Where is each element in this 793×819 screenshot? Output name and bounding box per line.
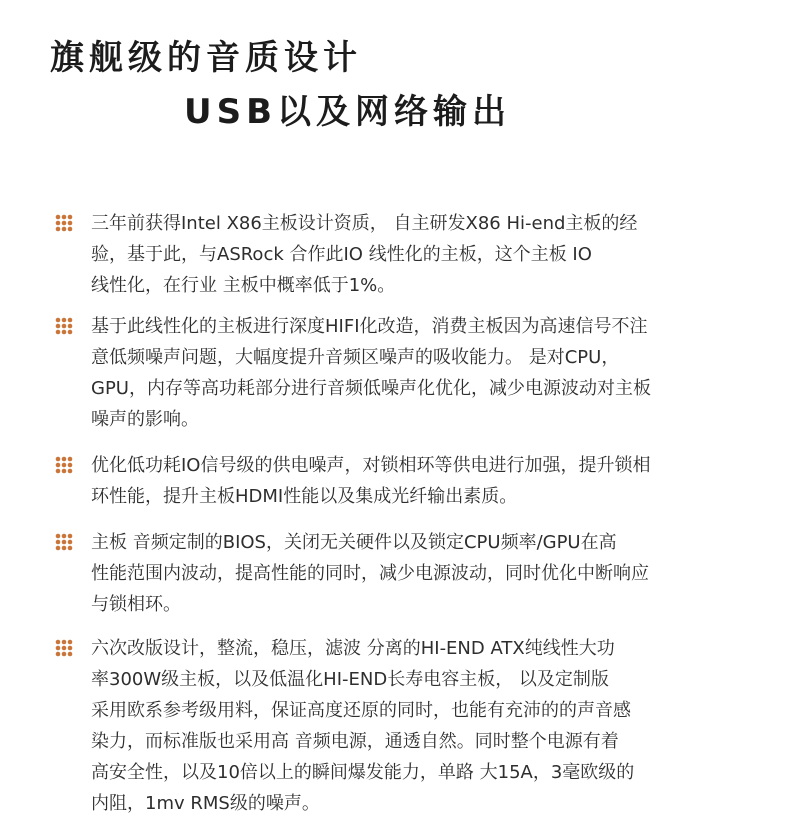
grid-dots-icon bbox=[55, 533, 73, 551]
list-item-text: 三年前获得Intel X86主板设计资质， 自主研发X86 Hi-end主板的经 验，基于此，与ASRock 合作此IO 线性化的主板，这个主板 IO 线性化，在行业 主板中概率低于1%。 bbox=[91, 213, 638, 296]
title-line-1: 旗舰级的音质设计 bbox=[50, 38, 362, 78]
grid-dots-icon bbox=[55, 317, 73, 335]
grid-dots-icon bbox=[55, 214, 73, 232]
list-item-text: 基于此线性化的主板进行深度HIFI化改造，消费主板因为高速信号不注 意低频噪声问题，大幅度提升音频区噪声的吸收能力。 是对CPU， GPU，内存等高功耗部分进行音频低噪声化优化，减少电源波动对主板 噪声的影响。 bbox=[91, 316, 651, 430]
list-item-text: 六次改版设计，整流，稳压，滤波 分离的HI-END ATX纯线性大功 率300W级主板，以及低温化HI-END长寿电容主板， 以及定制版 采用欧系参考级用料，保证高度还原的同时，也能有充沛的的声音感 染力，而标准版也采用高 音频电源，通透自然。同时整个电源有着 高安全性，以及10倍以上的瞬间爆发能力，单路 大15A，3毫欧级的 内阻，1mv RMS级的噪声。 bbox=[91, 638, 635, 814]
grid-dots-icon bbox=[55, 456, 73, 474]
list-item-text: 主板 音频定制的BIOS，关闭无关硬件以及锁定CPU频率/GPU在高 性能范围内波动，提高性能的同时，减少电源波动，同时优化中断响应 与锁相环。 bbox=[91, 532, 649, 615]
list-item-text: 优化低功耗IO信号级的供电噪声，对锁相环等供电进行加强，提升锁相 环性能，提升主板HDMI性能以及集成光纤输出素质。 bbox=[91, 455, 651, 507]
title-line-2: USB以及网络输出 bbox=[184, 92, 512, 132]
grid-dots-icon bbox=[55, 639, 73, 657]
